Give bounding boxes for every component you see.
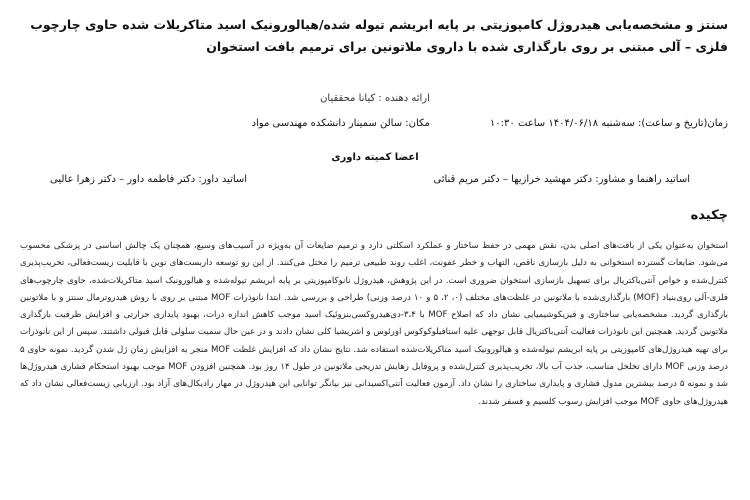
committee-members (50, 174, 690, 185)
supervisors: اساتید راهنما و مشاور: دکتر مهشید خرازیها – دکتر مریم قنائی (433, 174, 690, 185)
presenter-line: ارائه دهنده : کیانا محققیان (320, 93, 430, 104)
session-info (20, 118, 728, 129)
abstract-body: استخوان به‌عنوان یکی از بافت‌های اصلی بدن، نقش مهمی در حفظ ساختار و عملکرد اسکلتی دارد و ترمیم ضایعات آن به‌ویژه در آسیب‌های وسیع، همچنان یک چالش اساسی در پزشکی محسوب می‌شود. ضایعات گسترده استخوانی به دلیل بازسازی ناقص، التهاب و خطر عفونت، اغلب روند طبیعی ترمیم را مختل می‌کنند. از این رو توسعه داربست‌های نوین با قابلیت زیست‌فعالی، تخریب‌پذیری کنترل‌شده و خواص آنتی‌باکتریال برای تسهیل بازسازی استخوان ضروری است. در این پژوهش، هیدروژل نانوکامپوزیتی بر پایه ابریشم تیوله‌شده و هیالورونیک اسید متاکریلات‌شده، حاوی چارچوب‌های فلزی-آلی روی‌بنیاد (MOF) بارگذاری‌شده با ملاتونین در غلظت‌های مختلف (۰، ۲، ۵ و ۱۰ درصد وزنی) طراحی و بررسی شد. ابتدا نانوذرات MOF مبتنی بر روی با روش هیدروترمال سنتز و با ملاتونین بارگذاری گردید. مشخصه‌یابی ساختاری و فیزیکوشیمیایی نشان داد که اصلاح MOF با ۳،۴-دی‌هیدروکسی‌بنزوئیک اسید موجب کاهش اندازه ذرات، بهبود پایداری حرارتی و افزایش ظرفیت بارگذاری ملاتونین گردید. همچنین این نانوذرات فعالیت آنتی‌باکتریال قابل توجهی علیه استافیلوکوکوس اورئوس و اشریشیا کلی نشان دادند و در عین حال سمیت سلولی قابل قبولی داشتند. سپس از این نانوذرات برای تهیه هیدروژل‌های کامپوزیتی بر پایه ابریشم تیوله‌شده و هیالورونیک اسید متاکریلات‌شده استفاده شد. نتایج نشان داد که افزایش غلظت MOF منجر به افزایش زمان ژل شدن گردید. نمونه حاوی ۵ درصد وزنی MOF دارای تخلخل مناسب، جذب آب بالا، تخریب‌پذیری کنترل‌شده و پروفایل رهایش تدریجی ملاتونین در طول ۱۴ روز بود. همچنین افزودن MOF موجب بهبود استحکام فشاری هیدروژل‌ها شد و نمونه ۵ درصد بیشترین مدول فشاری و پایداری ساختاری را نشان داد. آزمون فعالیت آنتی‌اکسیدانی نیز بیانگر توانایی این هیدروژل در مهار رادیکال‌های آزاد بود. ارزیابی زیست‌فعالی نشان داد که هیدروژل‌های حاوی MOF موجب افزایش رسوب کلسیم و فسفر شدند. (20, 241, 728, 407)
committee-title: اعضا کمیته داوری (331, 152, 419, 163)
referees: اساتید داور: دکتر فاطمه داور – دکتر زهرا عالیی (50, 174, 248, 185)
document-title: سنتز و مشخصه‌یابی هیدروژل کامپوزیتی بر پایه ابریشم تیوله شده/هیالورونیک اسید متاکریلات شده حاوی چارچوب فلزی – آلی مبتنی بر روی بارگذاری شده با داروی ملاتونین برای ترمیم بافت استخوان (30, 17, 728, 54)
abstract-heading: چکیده (690, 208, 728, 223)
session-place: مکان: سالن سمینار دانشکده مهندسی مواد (251, 118, 430, 129)
session-time: زمان(تاریخ و ساعت): سه‌شنبه ۱۴۰۴/۰۶/۱۸ ساعت ۱۰:۳۰ (489, 118, 728, 129)
